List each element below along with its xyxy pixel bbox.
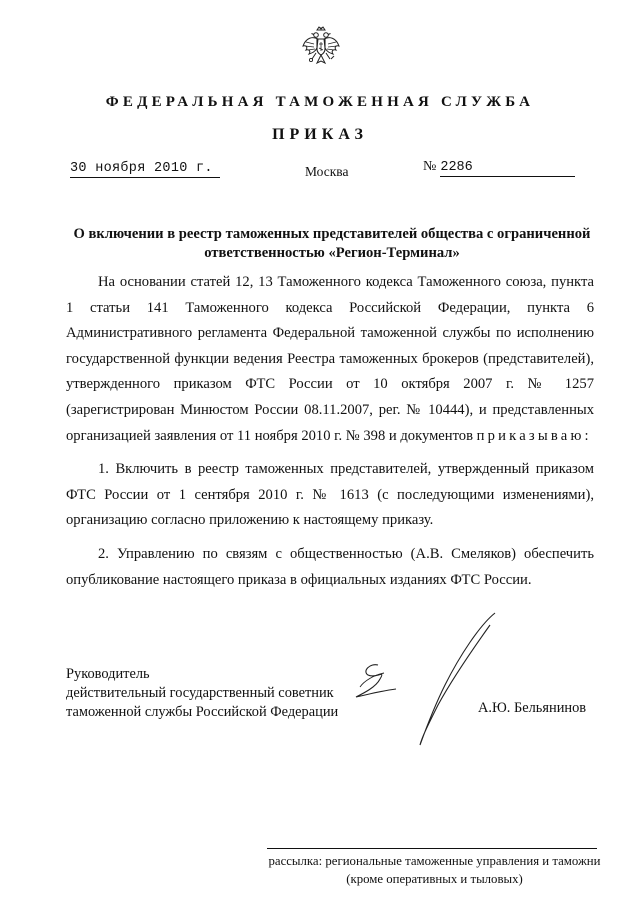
number-sign: № <box>423 159 437 174</box>
signatory-title <box>66 665 338 722</box>
signatory-name: А.Ю. Бельянинов <box>478 700 587 716</box>
signatory-line-2: действительный государственный советник <box>66 685 334 701</box>
agency-name: ФЕДЕРАЛЬНАЯ ТАМОЖЕННАЯ СЛУЖБА <box>105 94 535 110</box>
handwritten-signature <box>350 605 500 755</box>
order-number-field <box>423 159 595 177</box>
signatory-line-1: Руководитель <box>66 666 150 682</box>
preamble-text: На основании статей 12, 13 Таможенного кодекса Таможенного союза, пункта 1 статьи 141 Таможенного кодекса Российской Федерации, пункта 6 Административного регламента Федеральной таможенной службы по исполнению государственной функции ведения Реестра таможенных брокеров (представителей), утвержденного приказом ФТС России от 10 октября 2007 г. № 1257 (зарегистрирован Минюстом России 08.11.2007, рег. № 10444), и представленных организацией заявления от 11 ноября 2010 г. № 398 и документов <box>66 274 594 444</box>
distribution-line-1: рассылка: региональные таможенные управления и таможни <box>268 854 601 868</box>
distribution-line-2: (кроме оперативных и тыловых) <box>346 872 523 886</box>
order-item-1: 1. Включить в реестр таможенных представителей, утвержденный приказом ФТС России от 1 сентября 2010 г. № 1613 (с последующими изменениями), организацию согласно приложению к настоящему приказу. <box>66 461 594 529</box>
order-body <box>66 270 594 593</box>
signatory-line-3: таможенной службы Российской Федерации <box>66 704 339 720</box>
order-item-2: 2. Управлению по связям с общественностью (А.В. Смеляков) обеспечить опубликование настоящего приказа в официальных изданиях ФТС России. <box>66 545 594 588</box>
order-city: Москва <box>305 164 349 179</box>
document-type-title: ПРИКАЗ <box>272 126 368 143</box>
distribution-list <box>262 852 607 888</box>
russian-coat-of-arms-icon <box>300 26 342 68</box>
order-date: 30 ноября 2010 г. <box>70 161 220 178</box>
order-keyword: приказываю: <box>476 427 592 444</box>
order-number: 2286 <box>440 160 575 177</box>
preamble-paragraph <box>66 270 594 449</box>
order-subject: О включении в реестр таможенных представителей общества с ограниченной ответственностью «Регион-Терминал» <box>73 226 591 261</box>
distribution-divider <box>267 848 597 849</box>
